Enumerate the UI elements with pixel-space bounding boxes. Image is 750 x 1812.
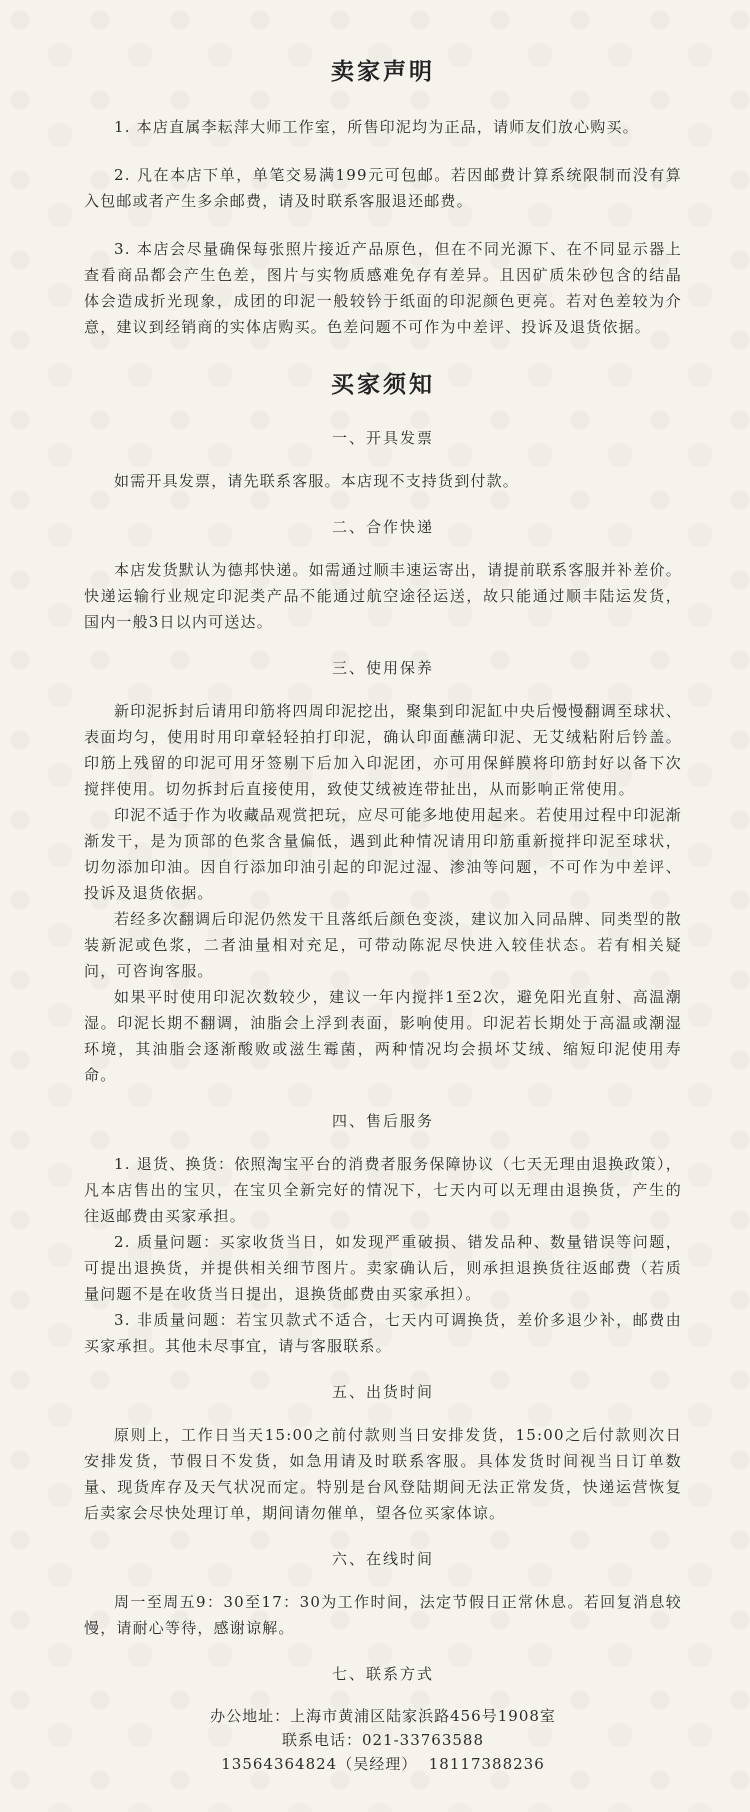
section-heading-shipping-time: 五、出货时间 (331, 1383, 434, 1401)
section-paragraph: 如果平时使用印泥次数较少，建议一年内搅拌1至2次，避免阳光直射、高温潮湿。印泥长期不翻调，油脂会上浮到表面，影响使用。印泥若长期处于高温或潮湿环境，其油脂会逐渐酸败或滋生霉菌，两种情况均会损坏艾绒、缩短印泥使用寿命。 (84, 988, 682, 1084)
section-paragraph: 若经多次翻调后印泥仍然发干且落纸后颜色变淡，建议加入同品牌、同类型的散装新泥或色浆，二者油量相对充足，可带动陈泥尽快进入较佳状态。若有相关疑问，可咨询客服。 (84, 910, 682, 980)
section-heading-usage-care: 三、使用保养 (331, 659, 434, 677)
seller-statement-title: 卖家声明 (331, 58, 435, 85)
seller-paragraph: 2. 凡在本店下单，单笔交易满199元可包邮。若因邮费计算系统限制而没有算入包邮或者产生多余邮费，请及时联系客服退还邮费。 (84, 166, 682, 210)
section-paragraph: 3. 非质量问题：若宝贝款式不适合，七天内可调换货，差价多退少补，邮费由买家承担。其他未尽事宜，请与客服联系。 (84, 1311, 682, 1355)
section-paragraph: 印泥不适于作为收藏品观赏把玩，应尽可能多地使用起来。若使用过程中印泥渐渐发干，是为顶部的色浆含量偏低，遇到此种情况请用印筋重新搅拌印泥至球状，切勿添加印油。因自行添加印油引起的印泥过湿、渗油等问题，不可作为中差评、投诉及退货依据。 (84, 806, 682, 902)
section-paragraph: 1. 退货、换货：依照淘宝平台的消费者服务保障协议（七天无理由退换政策），凡本店售出的宝贝，在宝贝全新完好的情况下，七天内可以无理由退换货，产生的往返邮费由买家承担。 (84, 1155, 682, 1225)
section-heading-invoice: 一、开具发票 (331, 429, 434, 447)
section-heading-contact: 七、联系方式 (331, 1665, 434, 1683)
section-heading-online-hours: 六、在线时间 (331, 1550, 434, 1568)
section-heading-after-sales: 四、售后服务 (331, 1112, 434, 1130)
seller-paragraph: 3. 本店会尽量确保每张照片接近产品原色，但在不同光源下、在不同显示器上查看商品都会产生色差，图片与实物质感难免存有差异。且因矿质朱砂包含的结晶体会造成折光现象，成团的印泥一般较钤于纸面的印泥颜色更亮。若对色差较为介意，建议到经销商的实体店购买。色差问题不可作为中差评、投诉及退货依据。 (84, 240, 682, 336)
section-paragraph: 新印泥拆封后请用印筋将四周印泥挖出，聚集到印泥缸中央后慢慢翻调至球状、表面均匀，使用时用印章轻轻拍打印泥，确认印面蘸满印泥、无艾绒粘附后钤盖。印筋上残留的印泥可用牙签剔下后加入印泥团，亦可用保鲜膜将印筋封好以备下次搅拌使用。切勿拆封后直接使用，致使艾绒被连带扯出，从而影响正常使用。 (84, 702, 682, 798)
section-paragraph: 如需开具发票，请先联系客服。本店现不支持货到付款。 (114, 472, 520, 490)
section-paragraph: 周一至周五9：30至17：30为工作时间，法定节假日正常休息。若回复消息较慢，请耐心等待，感谢谅解。 (84, 1593, 682, 1637)
section-paragraph: 2. 质量问题：买家收货当日，如发现严重破损、错发品种、数量错误等问题，可提出退换货，并提供相关细节图片。卖家确认后，则承担退换货往返邮费（若质量问题不是在收货当日提出，退换货邮费由买家承担）。 (84, 1233, 682, 1303)
section-heading-courier: 二、合作快递 (331, 518, 434, 536)
section-paragraph: 本店发货默认为德邦快递。如需通过顺丰速运寄出，请提前联系客服并补差价。快递运输行业规定印泥类产品不能通过航空途径运送，故只能通过顺丰陆运发货，国内一般3日以内可送达。 (84, 561, 682, 631)
contact-address: 办公地址：上海市黄浦区陆家浜路456号1908室 (210, 1707, 556, 1725)
section-paragraph: 原则上，工作日当天15:00之前付款则当日安排发货，15:00之后付款则次日安排发货，节假日不发货，如急用请及时联系客服。具体发货时间视当日订单数量、现货库存及天气状况而定。特别是台风登陆期间无法正常发货，快递运营恢复后卖家会尽快处理订单，期间请勿催单，望各位买家体谅。 (84, 1426, 682, 1522)
seller-paragraph: 1. 本店直属李耘萍大师工作室，所售印泥均为正品，请师友们放心购买。 (114, 118, 639, 136)
contact-mobile: 13564364824（吴经理） 18117388236 (221, 1755, 545, 1773)
buyer-notice-title: 买家须知 (331, 371, 435, 398)
contact-phone: 联系电话：021-33763588 (281, 1731, 485, 1749)
